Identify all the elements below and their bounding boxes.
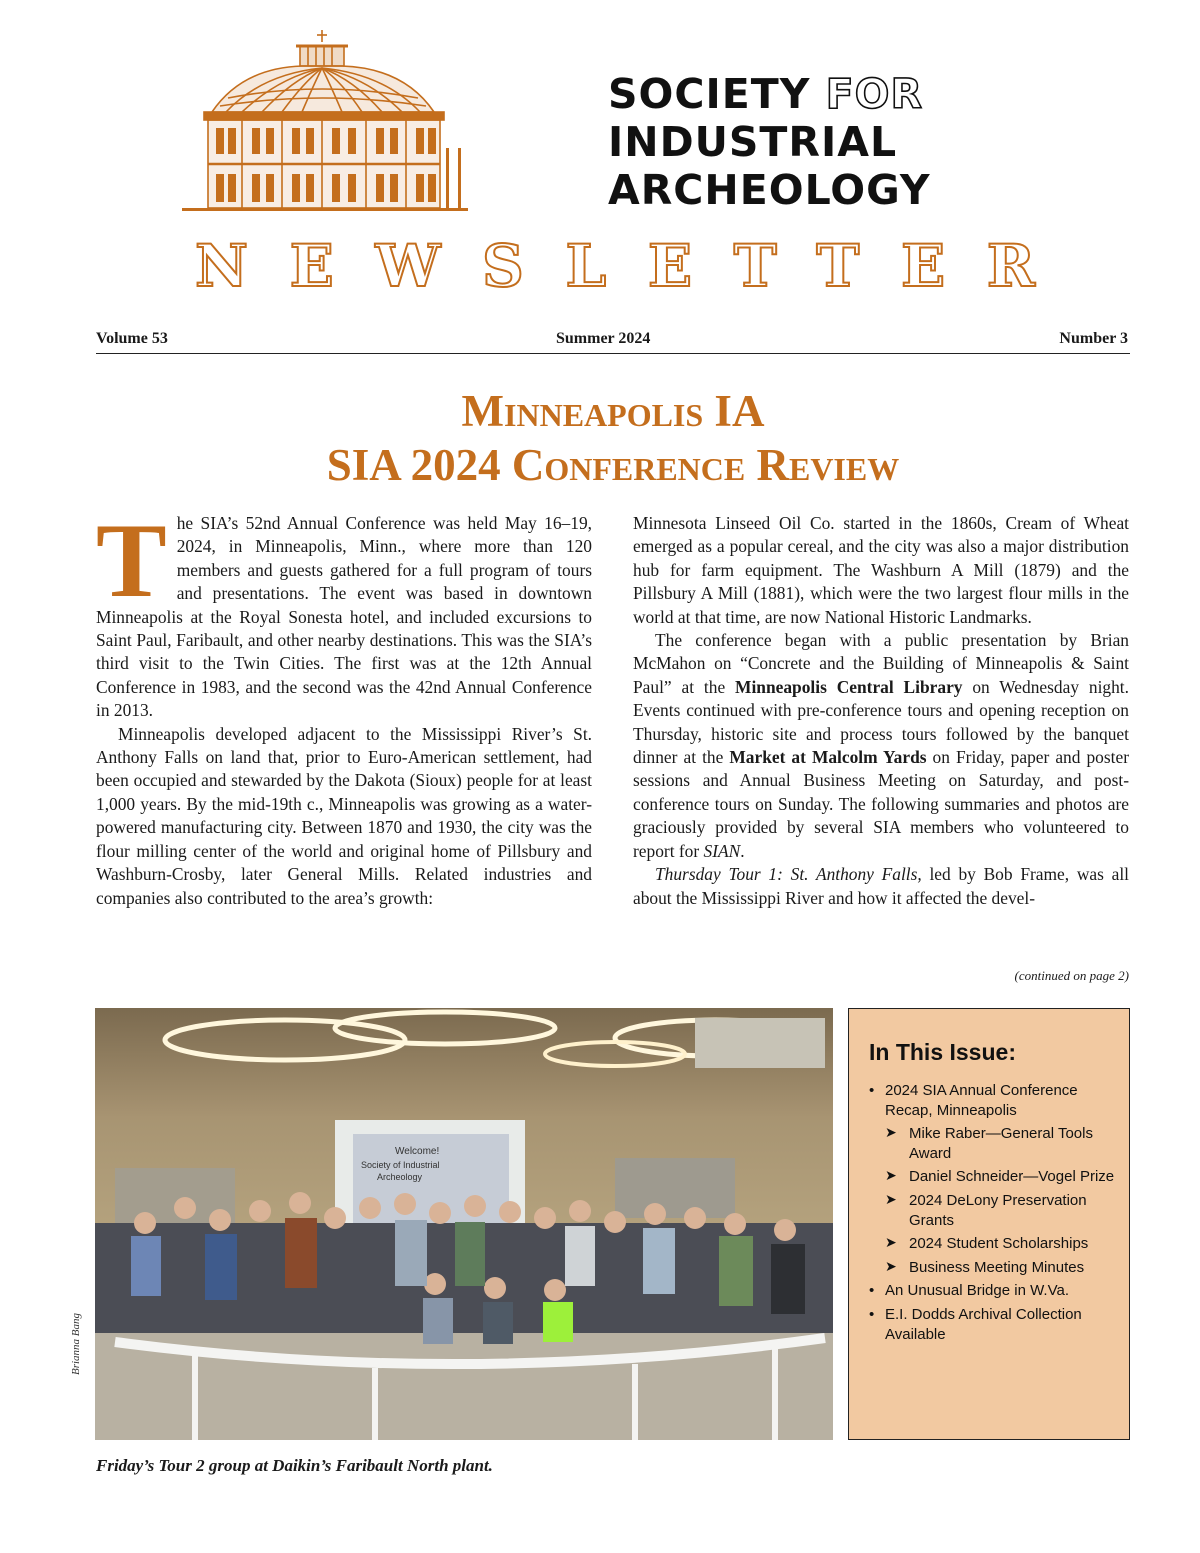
article-headline xyxy=(96,384,1130,492)
newsletter-wordmark xyxy=(190,236,1040,292)
toc-sub-item: ➤ 2024 DeLony Preservation Grants xyxy=(885,1191,1119,1230)
market-name: Market at Malcolm Yards xyxy=(729,747,927,768)
article-paragraph-2: Minneapolis developed adjacent to the Mississippi River’s St. Anthony Falls on land that, prior to Euro-American settlement, had been occupied and stewarded by the Dakota (Sioux) people for at least 1,000 years. By the mid-19th c., Minneapolis was growing as a water-powered manufacturing city. Between 1870 and 1930, the city was the flour milling center of the world and original home of Pillsbury and Washburn-Crosby, later General Mills. Related industries and companies also contributed to the area’s growth: xyxy=(96,723,592,908)
issue-volume: Volume 53 xyxy=(96,330,168,347)
toc-item-bridge: • An Unusual Bridge in W.Va. xyxy=(869,1281,1119,1301)
toc-item-conference xyxy=(869,1081,1119,1277)
in-this-issue-box xyxy=(848,1008,1130,1440)
p5-text-b: led by Bob Frame, was all about the Mississippi River and how it affected the devel- xyxy=(633,864,1129,908)
society-word: SOCIETY xyxy=(608,70,811,118)
screen-line-2: Society of Industrial xyxy=(361,1160,440,1170)
for-word: FOR xyxy=(825,70,924,118)
screen-welcome: Welcome! xyxy=(395,1146,440,1157)
article-paragraph-1 xyxy=(96,502,592,723)
toc-sub-list xyxy=(885,1124,1119,1277)
society-title-line-2: INDUSTRIAL xyxy=(608,118,898,166)
group-photo xyxy=(95,1008,833,1440)
photo-credit: Brianna Bang xyxy=(70,1312,82,1375)
sian-name: SIAN xyxy=(703,840,741,861)
issue-info-bar xyxy=(96,328,1130,354)
in-this-issue-list xyxy=(869,1081,1119,1348)
photo-caption: Friday’s Tour 2 group at Daikin’s Faribault North plant. xyxy=(96,1456,493,1475)
toc-sub-item: ➤ Daniel Schneider—Vogel Prize xyxy=(885,1167,1119,1187)
screen-line-3: Archeology xyxy=(377,1172,423,1182)
article-paragraph-5 xyxy=(633,863,1129,910)
group-photo-illustration xyxy=(95,1008,833,1440)
p4-text-a: The conference began with a public presentation by Brian McMahon on “Concrete and the Building of Minneapolis & Saint Paul” at the xyxy=(633,630,1129,697)
in-this-issue-title: In This Issue: xyxy=(869,1039,1016,1065)
newsletter-text: NEWSLETTER xyxy=(195,236,1035,292)
paragraph-1-text: he SIA’s 52nd Annual Conference was held May 16–19, 2024, in Minneapolis, Minn., where more than 120 members and guests gathered for a full program of tours and presentations. The event was based in downtown Minneapolis at the Royal Sonesta hotel, and included excursions to Saint Paul, Faribault, and other nearby destinations. This was the SIA’s third visit to the Twin Cities. The first was at the 12th Annual Conference in 1983, and the second was the 42nd Annual Conference in 2013. xyxy=(96,513,592,721)
toc-item-archival: • E.I. Dodds Archival Collection Available xyxy=(869,1305,1119,1344)
article-column-left xyxy=(96,502,592,910)
drop-cap: T xyxy=(96,502,167,619)
headline-line-1: Minneapolis IA xyxy=(461,386,765,436)
p4-text-g: . xyxy=(740,840,745,861)
toc-sub-item: ➤ 2024 Student Scholarships xyxy=(885,1234,1119,1254)
society-title-line-1 xyxy=(608,70,1058,118)
library-name: Minneapolis Central Library xyxy=(735,676,963,697)
society-title xyxy=(608,70,1058,214)
toc-item-conference-label: 2024 SIA Annual Conference Recap, Minneapolis xyxy=(885,1082,1078,1119)
issue-season: Summer 2024 xyxy=(556,330,651,347)
p4-text-c: on Wednesday night. Events continued with pre-conference tours and opening reception on Thursday, historic site and process tours followed by the banquet dinner at the xyxy=(633,676,1129,768)
article-column-right xyxy=(633,512,1129,910)
toc-sub-item: ➤ Mike Raber—General Tools Award xyxy=(885,1124,1119,1163)
continued-note: (continued on page 2) xyxy=(1014,968,1129,983)
roundhouse-logo xyxy=(182,28,468,220)
headline-line-2: SIA 2024 Conference Review xyxy=(326,440,900,490)
article-paragraph-3: Minnesota Linseed Oil Co. started in the 1860s, Cream of Wheat emerged as a popular cereal, and the city was also a major distribution hub for farm equipment. The Washburn A Mill (1879) and the Pillsbury A Mill (1881), which were the two largest flour mills in the world at that time, are now National Historic Landmarks. xyxy=(633,513,1129,627)
p4-text-e: on Friday, paper and poster sessions and Annual Business Meeting on Saturday, and post-conference tours on Sunday. The following summaries and photos are graciously provided by several SIA members who volunteered to report for xyxy=(633,747,1129,861)
issue-number: Number 3 xyxy=(1059,330,1128,347)
tour-name: Thursday Tour 1: St. Anthony Falls, xyxy=(655,864,922,885)
toc-sub-item: ➤ Business Meeting Minutes xyxy=(885,1258,1119,1278)
society-title-line-3: ARCHEOLOGY xyxy=(608,166,931,214)
article-paragraph-4 xyxy=(633,629,1129,863)
